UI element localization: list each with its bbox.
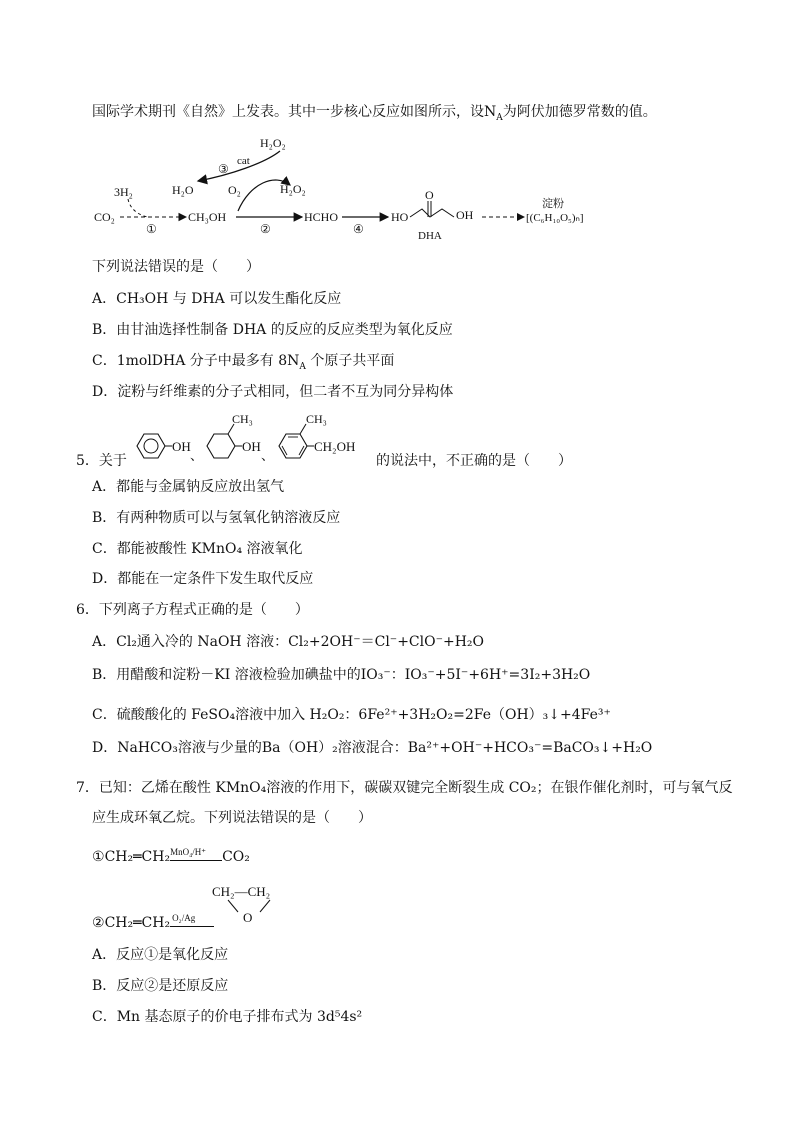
h2o2-top: H₂O₂	[260, 136, 286, 150]
q7-reaction-2	[92, 914, 214, 932]
r2-reactant: CH₂═CH₂	[104, 915, 171, 931]
sep-2: 、	[261, 448, 275, 463]
phenol-aromatic-circle	[144, 439, 158, 453]
q4-option-d: D．淀粉与纤维素的分子式相同，但二者不互为同分异构体	[92, 384, 454, 400]
r2-number: ②	[92, 915, 105, 931]
benzyl-ring	[279, 434, 307, 458]
co2-label: CO₂	[94, 210, 115, 224]
q5-option-c: C．都能被酸性 KMnO₄ 溶液氧化	[92, 541, 303, 557]
phenol-oh: OH	[172, 439, 191, 454]
h2o-left: H₂O	[172, 183, 194, 197]
step3-label: ③	[218, 162, 229, 176]
step4-label: ④	[353, 222, 364, 236]
r1-product: CO₂	[222, 849, 250, 865]
ch3oh-label: CH₃OH	[188, 210, 227, 224]
benzyl-ch3: CH₃	[306, 412, 327, 426]
three-h2: 3H₂	[114, 185, 133, 199]
q4-option-b: B．由甘油选择性制备 DHA 的反应的反应类型为氧化反应	[92, 322, 453, 338]
cyclohexane-ch3: CH₃	[232, 412, 253, 426]
q7-stem-line2: 应生成环氧乙烷。下列说法错误的是（ ）	[92, 810, 372, 826]
q4-option-a: A．CH₃OH 与 DHA 可以发生酯化反应	[92, 291, 342, 307]
q6-option-a: A．Cl₂通入冷的 NaOH 溶液：Cl₂+2OH⁻＝Cl⁻+ClO⁻+H₂O	[92, 634, 485, 650]
phenol-ring	[137, 434, 165, 458]
q5-lead: 5．关于	[76, 453, 127, 469]
q7-reaction-1	[92, 848, 250, 866]
q6-stem: 6．下列离子方程式正确的是（ ）	[76, 602, 309, 618]
dha-ho: HO	[391, 210, 409, 224]
sep-1: 、	[190, 448, 204, 463]
q6-option-c: C．硫酸酸化的 FeSO₄溶液中加入 H₂O₂：6Fe²⁺+3H₂O₂=2Fe（OH）₃↓+4Fe³⁺	[92, 707, 611, 723]
q4-stem: 下列说法错误的是（ ）	[92, 259, 260, 275]
q7-option-b: B．反应②是还原反应	[92, 978, 229, 994]
q5-option-a: A．都能与金属钠反应放出氢气	[92, 479, 285, 495]
epoxide-ch2-ch2: CH₂—CH₂	[212, 884, 271, 899]
cat-label: cat	[237, 155, 250, 167]
r2-condition: O₂/Ag	[172, 913, 196, 923]
q7-option-a: A．反应①是氧化反应	[92, 947, 229, 963]
q5-option-b: B．有两种物质可以与氢氧化钠溶液反应	[92, 510, 341, 526]
q5-tail: 的说法中，不正确的是（ ）	[376, 453, 572, 469]
hcho-label: HCHO	[304, 210, 339, 224]
r1-reactant: CH₂═CH₂	[104, 849, 171, 865]
starch-label: 淀粉	[542, 198, 564, 210]
h2-dashed-curve	[128, 199, 148, 217]
q6-option-d: D．NaHCO₃溶液与少量的Ba（OH）₂溶液混合：Ba²⁺+OH⁻+HCO₃⁻=BaCO₃↓+H₂O	[92, 740, 653, 756]
r1-condition: MnO₄/H⁺	[170, 847, 206, 857]
step1-label: ①	[146, 222, 157, 236]
o2-label: O₂	[228, 183, 241, 197]
q7-option-c: C．Mn 基态原子的价电子排布式为 3d⁵4s²	[92, 1009, 363, 1025]
cyclohexane-oh: OH	[242, 439, 261, 454]
dha-o: O	[425, 188, 434, 202]
step2-label: ②	[260, 222, 271, 236]
epoxide-o: O	[243, 910, 253, 924]
q5-option-d: D．都能在一定条件下发生取代反应	[92, 571, 314, 587]
starch-formula: [(C₆H₁₀O₅)ₙ]	[526, 212, 584, 224]
q4-option-c: C．1molDHA 分子中最多有 $8N_A$ 个原子共平面	[92, 353, 395, 372]
h2o2-right: H₂O₂	[280, 182, 306, 196]
dha-skeleton	[410, 209, 454, 217]
dha-label: DHA	[418, 230, 442, 242]
q7-stem-line1: 7．已知：乙烯在酸性 KMnO₄溶液的作用下，碳碳双键完全断裂生成 CO₂；在银作催化剂时，可与氧气反	[76, 780, 733, 796]
r1-number: ①	[92, 849, 105, 865]
epoxide-structure	[208, 880, 308, 924]
dha-oh: OH	[456, 208, 474, 222]
q4-intro: 国际学术期刊《自然》上发表。其中一步核心反应如图所示，设$N_A$为阿伏加德罗常数的值。	[92, 104, 657, 123]
q6-option-b: B．用醋酸和淀粉－KI 溶液检验加碘盐中的IO₃⁻：IO₃⁻+5I⁻+6H⁺=3I₂+3H₂O	[92, 667, 591, 683]
cyclohexane-ring	[207, 434, 235, 458]
benzyl-ch2oh: CH₂OH	[314, 439, 356, 454]
q4-reaction-scheme	[90, 133, 610, 243]
q5-structures	[124, 412, 384, 472]
